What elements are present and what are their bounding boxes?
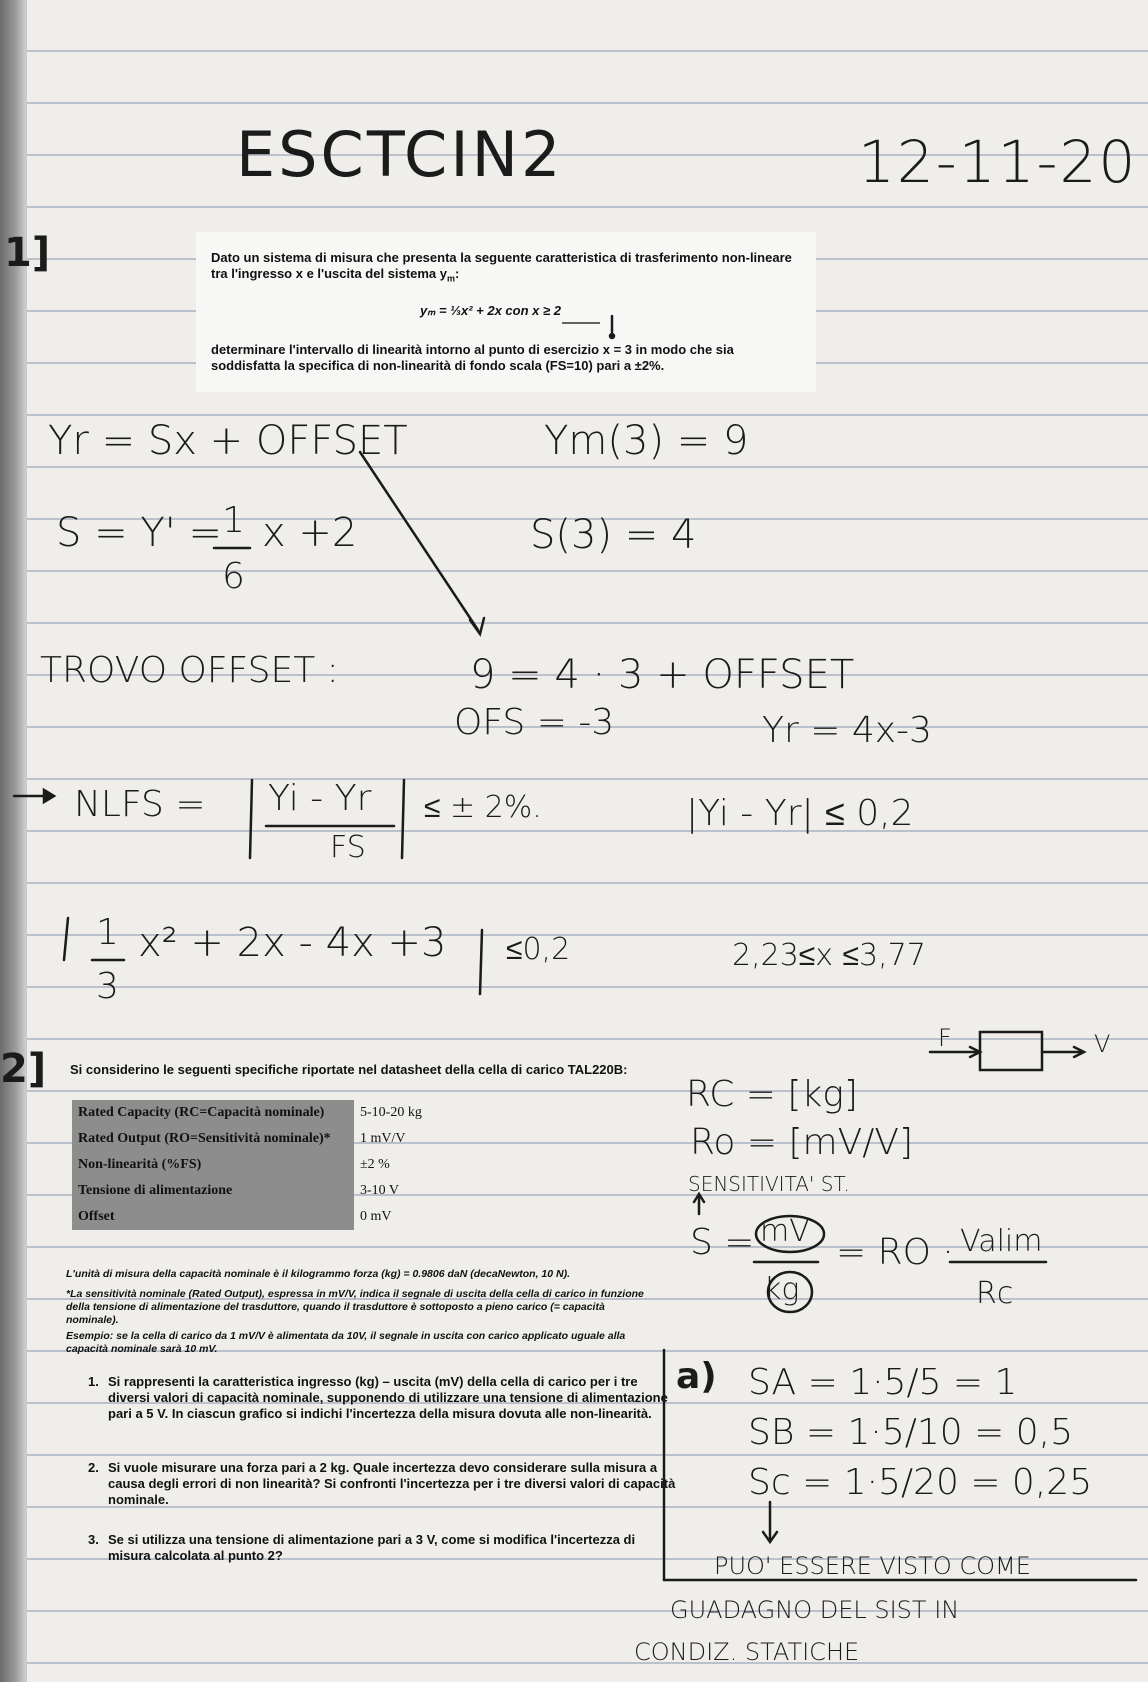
footnote-2: *La sensitività nominale (Rated Output), espressa in mV/V, indica il segnale di uscita della cella di carico in funzione della tensione di alimentazione del trasduttore, quando il trasduttore è sottoposto a pieno carico (= capacità nominale).: [66, 1288, 644, 1326]
block-output-label: V: [1094, 1030, 1111, 1058]
note-inequality-limit: ≤0,2: [506, 932, 571, 967]
note-offset-eq: 9 = 4 · 3 + OFFSET: [470, 652, 855, 698]
spec-row: Tensione di alimentazione 3-10 V: [72, 1178, 428, 1204]
note-derivative-end: x +2: [262, 510, 358, 556]
ex1-formula: yₘ = ⅓x² + 2x con x ≥ 2: [420, 303, 561, 318]
note-nlfs-den: FS: [330, 830, 366, 865]
note-inequality: x² + 2x - 4x +3: [138, 920, 447, 966]
note-x-range: 2,23≤x ≤3,77: [732, 938, 926, 973]
note-s-rnum: Valim: [960, 1224, 1043, 1259]
ex1-text-line-3: determinare l'intervallo di linearità intorno al punto di esercizio x = 3 in modo che sia: [211, 342, 734, 357]
note-yr-equation: Yr = Sx + OFFSET: [48, 418, 408, 464]
ex1-text-line-2: tra l'ingresso x e l'uscita del sistema $y_m$:: [211, 266, 460, 284]
ex1-text-line-4: soddisfatta la specifica di non-linearità di fondo scala (FS=10) pari a ±2%.: [211, 358, 665, 373]
note-derivative-den: 6: [222, 556, 245, 597]
note-ym3: Ym(3) = 9: [544, 418, 749, 464]
note-yr-final: Yr = 4x-3: [762, 710, 932, 751]
note-ineq-den: 3: [96, 966, 119, 1007]
spec-row: Offset 0 mV: [72, 1204, 428, 1230]
note-s-mid: = RO ·: [836, 1232, 954, 1273]
footnote-3: Esempio: se la cella di carico da 1 mV/V è alimentata da 10V, il segnale in uscita con carico applicato uguale alla capacità nominale sarà 10 mV.: [66, 1330, 626, 1355]
page-title: ESCTCIN2: [236, 118, 564, 191]
note-derivative: S = Y' =: [56, 510, 222, 556]
note-a-label: a): [676, 1356, 717, 1397]
note-sb: SB = 1·5/10 = 0,5: [748, 1412, 1073, 1453]
question-3: 3. Se si utilizza una tensione di alimentazione pari a 3 V, come si modifica l'incertezza di misura calcolata al punto 2?: [88, 1532, 636, 1563]
note-ro-unit: Ro = [mV/V]: [690, 1122, 914, 1163]
note-sa: SA = 1·5/5 = 1: [748, 1362, 1018, 1403]
ex1-text-line-1: Dato un sistema di misura che presenta la seguente caratteristica di trasferimento non-lineare: [211, 250, 792, 265]
note-derivative-num: 1: [222, 500, 245, 541]
page-date: 12-11-20: [858, 128, 1138, 196]
exercise-1-number: 1]: [4, 230, 51, 276]
note-sensitivity: SENSITIVITA' ST.: [688, 1172, 850, 1196]
note-nlfs: NLFS =: [74, 784, 206, 825]
ex2-intro: Si considerino le seguenti specifiche riportate nel datasheet della cella di carico TAL220B:: [70, 1062, 628, 1077]
question-1: 1. Si rappresenti la caratteristica ingresso (kg) – uscita (mV) della cella di carico per i tre diversi valori di capacità nominale, supponendo di utilizzare una tensione di alimentazione pari a 5 V. In ciascun grafico si indichi l'incertezza della misura dovuta alle non-linearità.: [88, 1374, 668, 1421]
question-2: 2. Si vuole misurare una forza pari a 2 kg. Quale incertezza devo considerare sulla misura a causa degli errori di non linearità? Si confronti l'incertezza per i tre diversi valori di capacità nominale.: [88, 1460, 676, 1507]
note-s3: S(3) = 4: [530, 512, 697, 558]
note-nlfs-num: Yi - Yr: [268, 778, 372, 819]
note-sc: Sc = 1·5/20 = 0,25: [748, 1462, 1093, 1503]
note-s-den: kg: [764, 1272, 800, 1307]
exercise-2-number: 2]: [0, 1046, 47, 1092]
note-find-offset: TROVO OFFSET :: [40, 650, 339, 691]
note-s-num: mV: [760, 1214, 810, 1249]
spec-row: Rated Output (RO=Sensitività nominale)* 1 mV/V: [72, 1126, 428, 1152]
spec-row: Non-linearità (%FS) ±2 %: [72, 1152, 428, 1178]
note-rc-unit: RC = [kg]: [686, 1074, 858, 1115]
block-input-label: F: [938, 1024, 952, 1052]
note-ofs-value: OFS = -3: [454, 702, 615, 743]
note-ineq-num: 1: [96, 912, 119, 953]
note-s-lhs: S =: [690, 1222, 755, 1263]
note-comment-2: GUADAGNO DEL SIST IN: [670, 1596, 960, 1624]
note-comment-1: PUO' ESSERE VISTO COME: [714, 1552, 1031, 1580]
footnote-1: L'unità di misura della capacità nominale è il kilogrammo forza (kg) = 0.9806 daN (decaNewton, 10 N).: [66, 1268, 571, 1280]
note-abs-limit: |Yi - Yr| ≤ 0,2: [686, 793, 914, 834]
note-nlfs-limit: ≤ ± 2%.: [424, 790, 542, 825]
note-s-rden: Rc: [976, 1276, 1014, 1311]
note-comment-3: CONDIZ. STATICHE: [634, 1638, 860, 1666]
spec-row: Rated Capacity (RC=Capacità nominale) 5-10-20 kg: [72, 1100, 428, 1126]
